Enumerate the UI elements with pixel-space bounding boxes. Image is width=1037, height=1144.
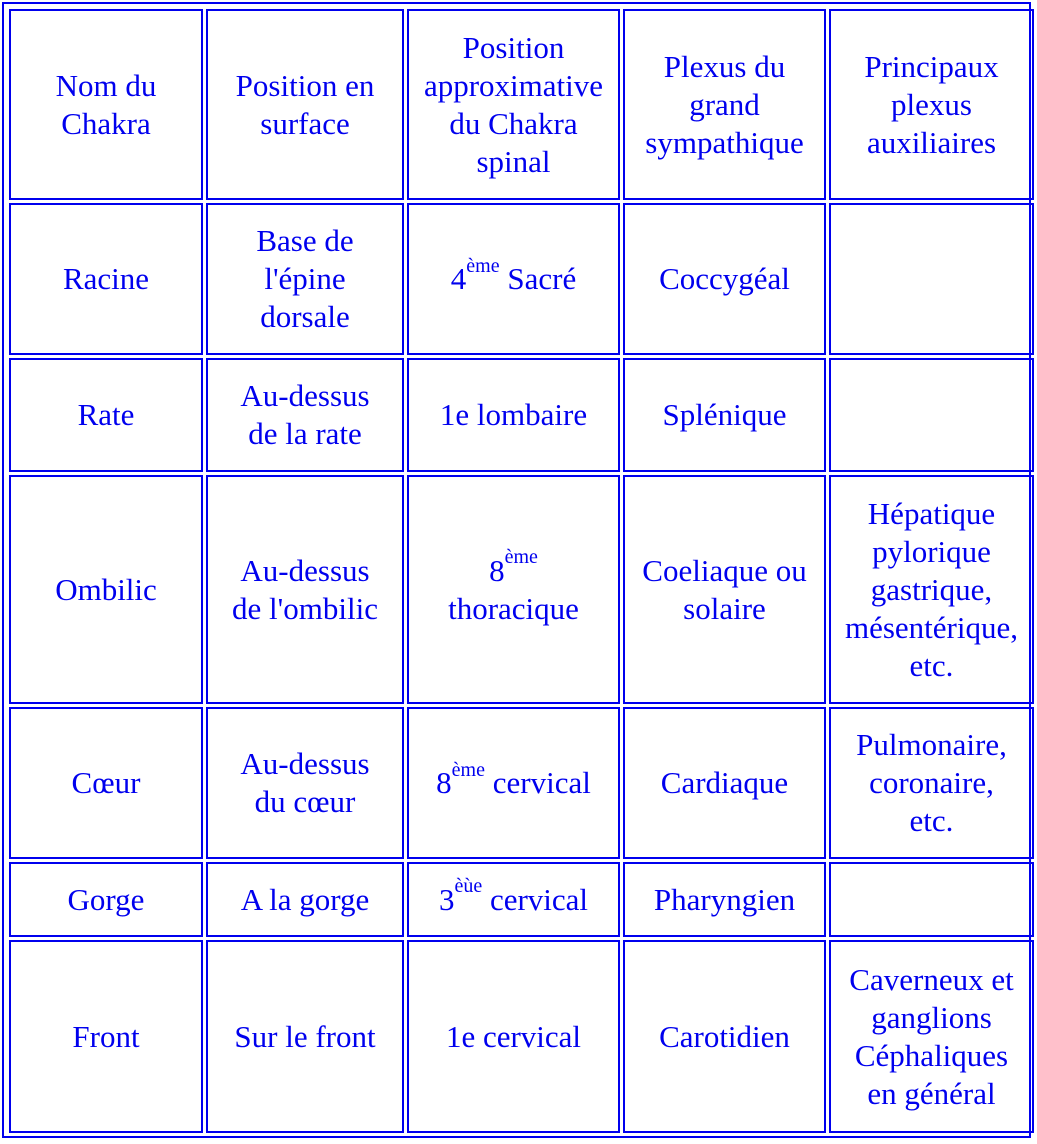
table-row [9, 862, 1034, 937]
header-line: grand [689, 86, 760, 122]
table-row [9, 358, 1034, 472]
spinal-region: thoracique [448, 590, 579, 626]
cell-surface [206, 358, 404, 472]
cell-line: Hépatique [867, 495, 996, 531]
cell-line: 1e lombaire [439, 397, 588, 432]
header-line: Position en [235, 67, 375, 103]
cell-line: de la rate [248, 416, 362, 451]
header-cell-auxiliaires [829, 9, 1034, 200]
cell-auxiliaires [829, 862, 1034, 937]
table-row [9, 940, 1034, 1133]
cell-line: 1e cervical [445, 1018, 582, 1054]
cell-line: Front [72, 1018, 140, 1054]
header-line: plexus [891, 86, 972, 122]
table-row [9, 203, 1034, 355]
cell-line: gastrique, [870, 571, 993, 607]
chakra-table [6, 6, 1037, 1136]
cell-spinal [407, 940, 620, 1133]
ordinal-superscript: ème [504, 546, 538, 569]
cell-name [9, 940, 203, 1133]
cell-name [9, 203, 203, 355]
cell-line: Sur le front [234, 1018, 376, 1054]
header-line: Nom du [55, 67, 157, 103]
ordinal-superscript: ème [466, 254, 500, 277]
cell-sympathique [623, 475, 826, 704]
cell-spinal [407, 707, 620, 859]
cell-line: Gorge [67, 881, 145, 917]
spinal-number: 4 [450, 261, 467, 296]
cell-spinal [407, 358, 620, 472]
cell-auxiliaires [829, 475, 1034, 704]
cell-auxiliaires [829, 940, 1034, 1133]
cell-line: Au-dessus [240, 746, 370, 781]
table-row [9, 707, 1034, 859]
cell-surface [206, 862, 404, 937]
header-line: Plexus du [663, 48, 786, 84]
cell-line: Carotidien [659, 1018, 790, 1054]
header-line: spinal [476, 143, 551, 179]
cell-name [9, 707, 203, 859]
cell-line [412, 546, 615, 590]
cell-line: Cardiaque [660, 765, 789, 800]
spinal-number: 8 [436, 765, 452, 800]
cell-sympathique [623, 203, 826, 355]
cell-spinal [407, 862, 620, 937]
header-line: Principaux [864, 48, 999, 84]
cell-surface [206, 203, 404, 355]
cell-name [9, 862, 203, 937]
ordinal-superscript: èùe [454, 875, 483, 898]
cell-name [9, 358, 203, 472]
cell-sympathique [623, 358, 826, 472]
cell-line: Pulmonaire, [856, 727, 1007, 762]
spinal-region: Sacré [499, 261, 577, 296]
cell-surface [206, 475, 404, 704]
cell-line: Caverneux et [849, 961, 1014, 997]
spinal-region: cervical [482, 881, 589, 917]
cell-line: coronaire, [869, 765, 994, 800]
header-cell-surface [206, 9, 404, 200]
cell-surface [206, 707, 404, 859]
cell-line: en général [867, 1075, 996, 1111]
cell-line: Racine [62, 261, 150, 296]
cell-line: Rate [77, 397, 135, 432]
cell-line: Céphaliques [854, 1037, 1009, 1073]
cell-auxiliaires [829, 203, 1034, 355]
cell-line: pylorique [872, 533, 991, 569]
cell-spinal [407, 203, 620, 355]
table-row [9, 475, 1034, 704]
header-cell-name [9, 9, 203, 200]
cell-line: Au-dessus [240, 378, 370, 413]
cell-line: de l'ombilic [232, 590, 378, 626]
cell-sympathique [623, 707, 826, 859]
cell-line: solaire [683, 590, 766, 626]
cell-line: Coccygéal [659, 261, 790, 296]
cell-line: Au-dessus [240, 552, 370, 588]
header-line: Position [462, 29, 565, 65]
header-line: approximative [423, 67, 604, 103]
ordinal-superscript: ème [451, 758, 485, 781]
cell-line: l'épine [264, 261, 346, 296]
spinal-number: 8 [489, 552, 505, 588]
header-line: Chakra [61, 105, 151, 141]
cell-auxiliaires [829, 707, 1034, 859]
header-line: auxiliaires [866, 124, 997, 160]
cell-sympathique [623, 940, 826, 1133]
header-cell-spinal [407, 9, 620, 200]
cell-surface [206, 940, 404, 1133]
cell-line: A la gorge [240, 881, 370, 917]
cell-line: du cœur [254, 784, 356, 819]
cell-sympathique [623, 862, 826, 937]
spinal-number: 3 [438, 881, 455, 917]
header-cell-sympathique [623, 9, 826, 200]
cell-line: etc. [909, 647, 954, 683]
cell-line: ganglions [871, 999, 992, 1035]
cell-spinal [407, 475, 620, 704]
cell-line: Cœur [71, 765, 141, 800]
cell-name [9, 475, 203, 704]
header-line: du Chakra [449, 105, 578, 141]
header-line: sympathique [645, 124, 804, 160]
cell-line: Ombilic [55, 571, 157, 607]
header-line: surface [260, 105, 350, 141]
cell-line: Pharyngien [653, 881, 796, 917]
spinal-region: cervical [484, 765, 591, 800]
header-row [9, 9, 1034, 200]
cell-auxiliaires [829, 358, 1034, 472]
cell-line: dorsale [260, 299, 350, 334]
cell-line: etc. [909, 803, 954, 838]
cell-line: Coeliaque ou [642, 552, 807, 588]
cell-line: Splénique [662, 397, 787, 432]
cell-line: Base de [256, 223, 354, 258]
cell-line: mésentérique, [844, 609, 1018, 645]
